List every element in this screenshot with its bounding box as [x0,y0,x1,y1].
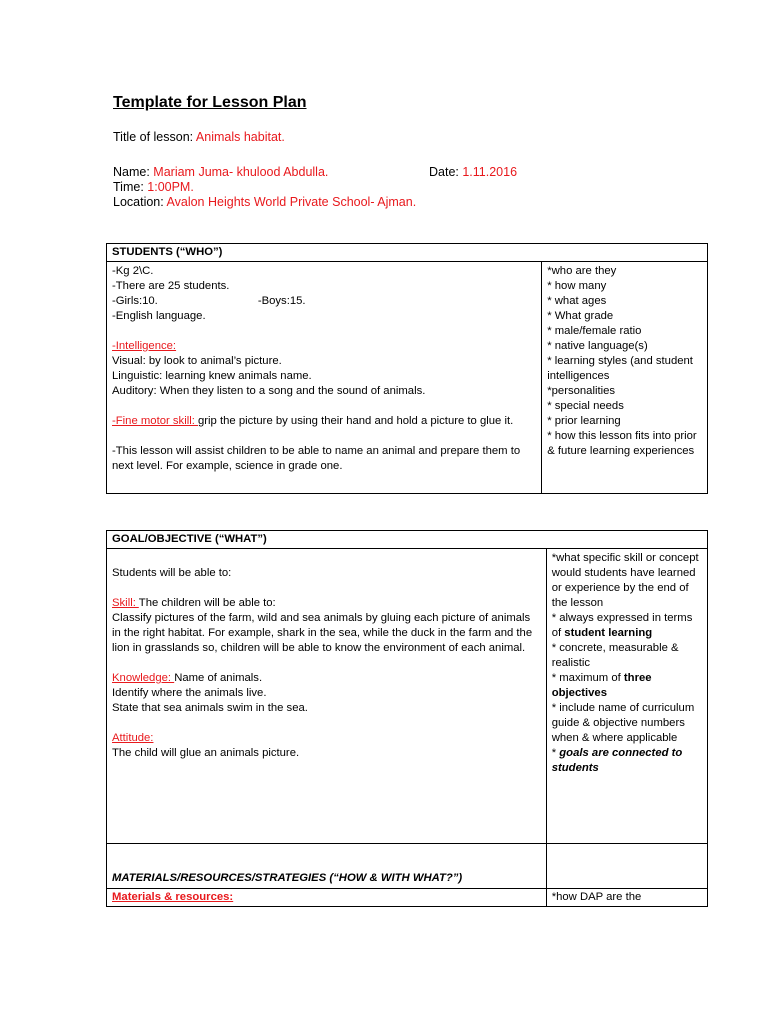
language-line: -English language. [112,310,206,322]
knowledge-item: Identify where the animals live. [112,687,267,699]
intelligence-label: -Intelligence: [112,340,177,352]
fine-motor-label: -Fine motor skill: [112,415,198,427]
materials-heading-cell [107,844,547,889]
lesson-title-line [113,130,285,145]
name-label: Name: [113,165,154,179]
goal-guide-item [552,671,702,701]
students-content [107,262,542,494]
goal-table [106,530,708,907]
date-value: 1.11.2016 [462,165,518,179]
knowledge-first: Name of animals. [174,672,263,684]
skill-text: Classify pictures of the farm, wild and sea animals by gluing each picture of animals in the right habitat. For example, shark in the sea, while the duck in the farm and the lion in grasslands so, children will be able to know the environment of each animal. [112,612,533,654]
guide-item: * prior learning [547,415,621,427]
goal-heading: GOAL/OBJECTIVE (“WHAT”) [107,531,708,549]
materials-heading: MATERIALS/RESOURCES/STRATEGIES (“HOW & WITH WHAT?”) [112,872,463,884]
guide-item: *who are they [547,265,617,277]
boys-count: -Boys:15. [257,295,306,307]
lesson-title-value: Animals habitat. [195,130,285,144]
skill-intro: The children will be able to: [138,597,276,609]
gender-line [112,294,536,309]
guide-item: * what ages [547,295,607,307]
goal-guide-item: *what specific skill or concept would students have learned or experience by the end of the lesson [551,552,699,609]
students-line: -Kg 2\C. [112,265,154,277]
name-line [113,165,328,180]
time-label: Time: [113,180,148,194]
intelligence-line: Auditory: When they listen to a song and the sound of animals. [112,385,426,397]
materials-resources-cell [107,889,547,907]
goal-guide-text: * [551,747,560,759]
goal-guide-item [552,746,702,776]
time-value: 1:00PM. [147,180,194,194]
intelligence-line: Linguistic: learning knew animals name. [112,370,312,382]
students-guide [542,262,708,494]
goal-guide-item: * include name of curriculum guide & objective numbers when & where applicable [551,702,695,744]
knowledge-label: Knowledge: [112,672,175,684]
skill-label: Skill: [112,597,139,609]
goal-guide [546,549,707,844]
fine-motor-text: grip the picture by using their hand and hold a picture to glue it. [198,415,514,427]
goal-guide-text: * maximum of [551,672,624,684]
time-line [113,180,194,195]
materials-guide: *how DAP are the [546,889,707,907]
guide-item: * how this lesson fits into prior & future learning experiences [547,430,697,457]
location-line [113,195,416,210]
attitude-label: Attitude: [112,732,154,744]
goal-guide-item [552,611,702,641]
date-label: Date: [429,165,463,179]
girls-count: -Girls:10. [112,295,158,307]
goal-intro: Students will be able to: [112,567,232,579]
intelligence-line: Visual: by look to animal’s picture. [112,355,282,367]
guide-item: * male/female ratio [547,325,642,337]
goal-guide-item: * concrete, measurable & realistic [551,642,679,669]
goal-guide-bold: student learning [564,627,653,639]
skill-line [112,596,541,611]
guide-item: * What grade [547,310,614,322]
date-line [429,165,517,180]
students-heading: STUDENTS (“WHO”) [107,244,708,262]
guide-item: * learning styles (and student intelligences [547,355,693,382]
lesson-title-label: Title of lesson: [113,130,196,144]
materials-guide-empty [546,844,707,889]
goal-guide-bold: three objectives [551,672,652,699]
materials-resources-label: Materials & resources: [112,891,234,903]
guide-item: *personalities [547,385,616,397]
guide-item: * how many [547,280,607,292]
guide-item: * special needs [547,400,624,412]
students-closing: -This lesson will assist children to be able to name an animal and prepare them to next level. For example, science in grade one. [112,445,521,472]
fine-motor-line [112,414,536,429]
name-value: Mariam Juma- khulood Abdulla. [153,165,329,179]
knowledge-item: State that sea animals swim in the sea. [112,702,308,714]
goal-content [107,549,547,844]
guide-item: * native language(s) [547,340,648,352]
students-line: -There are 25 students. [112,280,230,292]
knowledge-line [112,671,541,686]
students-table [106,243,708,494]
page-title: Template for Lesson Plan [113,94,307,111]
goal-guide-text: * always expressed in terms of [551,612,693,639]
location-label: Location: [113,195,167,209]
location-value: Avalon Heights World Private School- Ajman. [166,195,417,209]
attitude-text: The child will glue an animals picture. [112,747,300,759]
goal-guide-bold: goals are connected to students [551,747,683,774]
